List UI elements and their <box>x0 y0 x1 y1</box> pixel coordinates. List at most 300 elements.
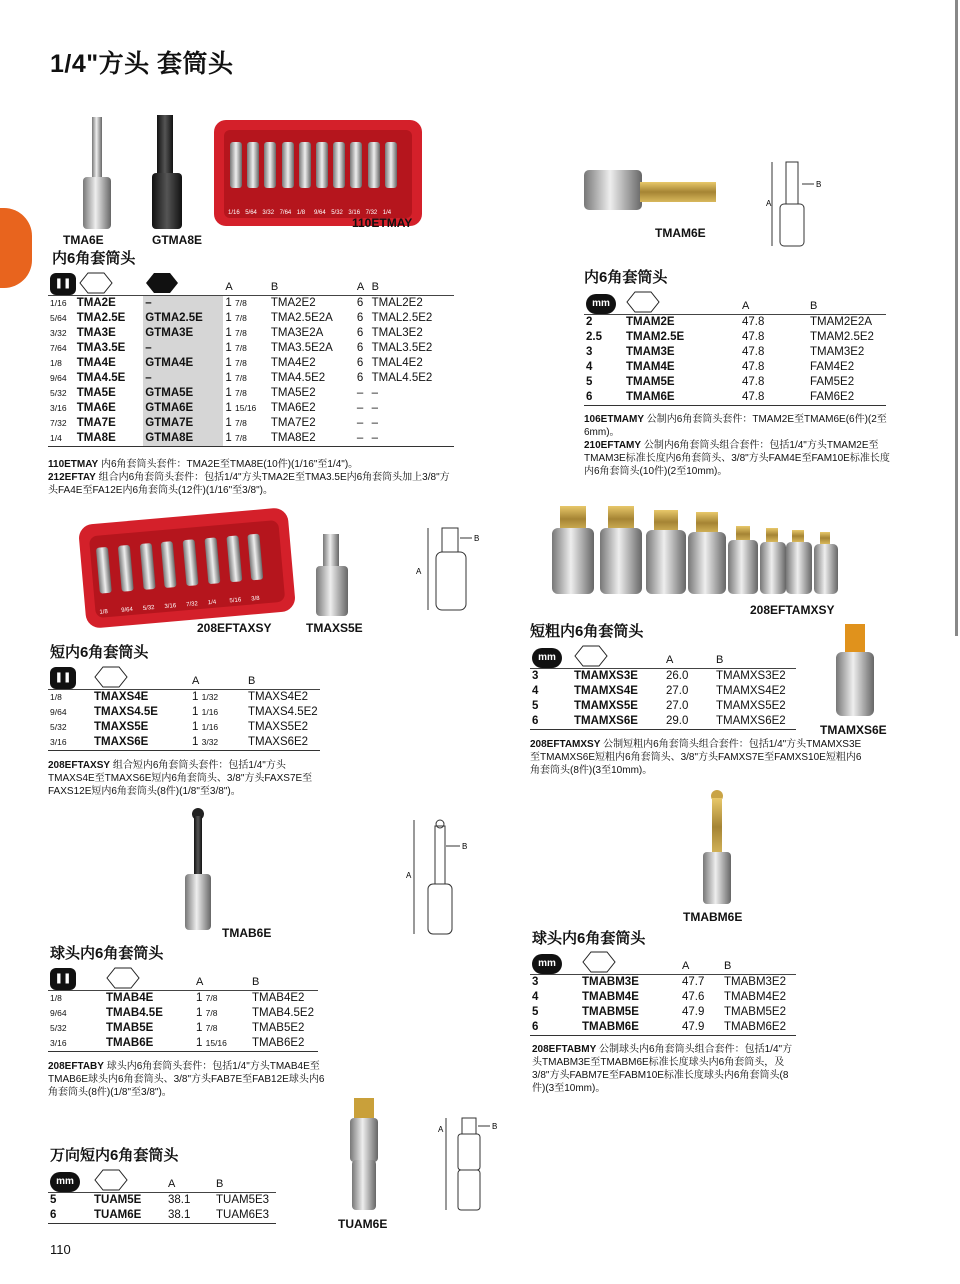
size-cell: 3/32 <box>50 328 67 338</box>
dimension-diagram-2 <box>410 524 490 616</box>
code-cell: TMAM2.5E <box>626 331 685 343</box>
b-cell: TMAM2.5E2 <box>810 331 874 343</box>
a-fraction: 7/8 <box>205 1008 218 1018</box>
gtma-cell: GTMA3E <box>143 326 223 341</box>
b-cell: TMABM5E2 <box>724 1006 786 1018</box>
b1-cell: TMA3E2A <box>270 327 324 339</box>
tmam6e-caption: TMAM6E <box>655 226 706 240</box>
a1-cell: 1 7/8 <box>225 372 247 384</box>
note-code: 208EFTABY <box>48 1061 104 1072</box>
code-cell: TMA4E <box>76 357 116 369</box>
hex-outline-icon <box>94 1168 128 1192</box>
tray-socket <box>385 142 397 188</box>
ball-mm-note <box>532 1043 800 1095</box>
stubby-mm-title: 短粗内6角套筒头 <box>530 623 644 640</box>
ball-mm-table <box>530 948 796 1036</box>
b1-cell: TMA6E2 <box>270 402 316 414</box>
code-cell: TMAB4E <box>106 992 154 1004</box>
b-cell: TMABM6E2 <box>722 1020 796 1036</box>
size-cell: 7/32 <box>50 418 67 428</box>
b1-cell: TMA8E2 <box>269 431 355 447</box>
b-cell: TMAM2E2A <box>810 316 872 328</box>
size-cell: 5 <box>532 700 539 712</box>
tuam6e-caption: TUAM6E <box>338 1217 388 1231</box>
table-row <box>48 311 454 326</box>
tray-size-label: 3/16 <box>348 210 361 216</box>
table-row <box>530 990 796 1005</box>
b2-cell: TMAL3.5E2 <box>371 342 433 354</box>
col-a1: A <box>223 269 268 296</box>
gtma8e-photo <box>150 113 188 231</box>
dim-b-label: B <box>462 842 468 851</box>
code-cell: TMABM3E <box>582 976 639 988</box>
tray-size-label: 1/8 <box>99 609 109 616</box>
code-cell: TMA4.5E <box>76 372 126 384</box>
col-b: B <box>246 663 320 690</box>
a-whole: 1 <box>196 1007 203 1019</box>
tray-size-label: 5/32 <box>331 210 343 216</box>
table-row <box>48 720 320 735</box>
size-cell: 3 <box>532 976 539 988</box>
size-cell: 9/64 <box>50 707 67 717</box>
note-text: 公制球头内6角套筒头组合套件：包括1/4"方头TMABM3E至TMABM6E标准长度球头内6角套筒头，及3/8"方头FABM7E至FABM10E标准长度球头内6角套筒头(8件)(3至10mm)。 <box>532 1044 793 1094</box>
inch-drive-icon: ❚❚ <box>50 273 76 295</box>
col-b: B <box>250 964 318 991</box>
note-text: 组合内6角套筒头套件：包括1/4"方头TMA2E至TMA3.5E内6角套筒头加上3/8"方头FA4E至FA12E内6角套筒头(12件)(1/16"至3/8")。 <box>48 472 450 496</box>
gtma-cell: – <box>143 341 223 356</box>
a1-cell: 1 7/8 <box>225 312 247 324</box>
hex-mm-table <box>584 288 886 406</box>
tuam6e-photo <box>344 1096 384 1214</box>
a-cell: 47.6 <box>682 991 705 1003</box>
gtma-cell: GTMA6E <box>143 401 223 416</box>
set-208eftaxsy-caption: 208EFTAXSY <box>197 621 272 635</box>
size-cell: 5/64 <box>50 313 67 323</box>
col-a: A <box>680 948 722 975</box>
size-cell: 3 <box>586 346 593 358</box>
size-cell: 4 <box>532 991 539 1003</box>
b-cell: TMAB5E2 <box>252 1022 305 1034</box>
b-cell: TMAM3E2 <box>810 346 865 358</box>
size-cell: 6 <box>48 1208 92 1224</box>
col-b1: B <box>269 269 355 296</box>
table-row <box>48 386 454 401</box>
code-cell: TMAM3E <box>626 346 675 358</box>
a2-cell: 6 <box>356 297 364 309</box>
table-row <box>48 1208 276 1224</box>
b-cell: TMAMXS6E2 <box>714 714 796 730</box>
tmam6e-photo <box>584 168 720 216</box>
code-cell: TMAMXS4E <box>574 685 638 697</box>
tray-size-label: 3/8 <box>250 595 260 603</box>
a-whole: 1 <box>196 1022 203 1034</box>
a1-cell: 1 7/8 <box>225 327 247 339</box>
table-row <box>584 330 886 345</box>
table-row <box>48 991 318 1007</box>
note-code: 110ETMAY <box>48 459 99 470</box>
a-whole: 1 <box>196 992 203 1004</box>
table-row <box>48 735 320 751</box>
note-text: 公制短粗内6角套筒头组合套件：包括1/4"方头TMAMXS3E至TMAMXS6E短粗内6角套筒头、3/8"方头FAMXS7E至FAMXS10E短粗内6角套筒头(8件)(3至10mm)。 <box>530 739 862 776</box>
a1-cell: 1 7/8 <box>225 342 247 354</box>
tray-socket <box>316 142 328 188</box>
tray-socket <box>282 142 294 188</box>
col-a: A <box>740 288 808 315</box>
gtma-cell: GTMA4E <box>143 356 223 371</box>
a-whole: 1 <box>192 691 199 703</box>
chapter-tab <box>0 208 32 288</box>
hex-outline-icon <box>574 644 608 668</box>
universal-mm-table <box>48 1166 276 1224</box>
table-row <box>584 345 886 360</box>
size-cell: 6 <box>530 1020 580 1036</box>
tray-size-label: 1/16 <box>228 210 240 216</box>
a-fraction: 15/16 <box>205 1038 227 1048</box>
code-cell: TMA3.5E <box>76 342 126 354</box>
table-row <box>530 669 796 685</box>
b-cell: FAM4E2 <box>810 361 855 373</box>
table-row <box>530 1020 796 1036</box>
tray-208eftaxsy-photo <box>78 507 296 629</box>
a-cell: 27.0 <box>666 700 689 712</box>
code-cell: TMAM4E <box>626 361 675 373</box>
table-row <box>584 390 886 406</box>
code-cell: TMA7E <box>76 417 116 429</box>
a-cell: 47.9 <box>680 1020 722 1036</box>
note-code: 208EFTAXSY <box>48 760 111 771</box>
short-in-title: 短内6角套筒头 <box>50 644 149 661</box>
size-cell: 5/32 <box>50 388 67 398</box>
tray-socket <box>368 142 380 188</box>
tray-size-label: 7/32 <box>185 601 199 609</box>
b-cell: TUAM6E3 <box>214 1208 276 1224</box>
b1-cell: TMA2.5E2A <box>270 312 333 324</box>
page-number: 110 <box>50 1242 71 1257</box>
short-in-table <box>48 663 320 751</box>
code-cell: TMAM6E <box>624 390 740 406</box>
a2-cell: 6 <box>356 372 364 384</box>
a2-cell: – <box>356 417 364 429</box>
size-cell: 3/16 <box>48 735 92 751</box>
ball-mm-title: 球头内6角套筒头 <box>532 930 646 947</box>
code-cell: TMA2.5E <box>76 312 126 324</box>
a-cell <box>194 991 250 1007</box>
table-row <box>530 975 796 991</box>
hex-outline-icon <box>79 271 113 295</box>
code-cell: TUAM6E <box>92 1208 166 1224</box>
tray-socket <box>264 142 276 188</box>
note-text: 公制内6角套筒头套件：TMAM2E至TMAM6E(6件)(2至6mm)。 <box>584 414 887 438</box>
tmamxs6e-caption: TMAMXS6E <box>820 723 887 737</box>
size-cell: 2.5 <box>586 331 602 343</box>
a-whole: 1 <box>192 721 199 733</box>
tray-socket <box>248 534 264 581</box>
a-cell: 47.9 <box>682 1006 705 1018</box>
a1-cell: 1 7/8 <box>225 297 247 309</box>
note-code: 208EFTABMY <box>532 1044 597 1055</box>
tray-socket <box>204 537 220 584</box>
a1-cell: 1 7/8 <box>225 387 247 399</box>
b-cell: FAM6E2 <box>808 390 886 406</box>
table-row <box>584 375 886 390</box>
b-cell: TMAXS4E2 <box>248 691 309 703</box>
tray-socket <box>247 142 259 188</box>
size-cell: 1/8 <box>50 692 62 702</box>
tray-110etmay-photo <box>214 120 422 226</box>
a-fraction: 1/16 <box>201 722 219 732</box>
size-cell: 4 <box>586 361 593 373</box>
a-whole: 1 <box>196 1037 203 1049</box>
a-cell <box>190 705 246 720</box>
col-a: A <box>190 663 246 690</box>
size-cell: 3/16 <box>48 1036 104 1052</box>
tray-socket <box>350 142 362 188</box>
b-cell: TMABM3E2 <box>724 976 786 988</box>
code-cell: TMAMXS3E <box>574 670 638 682</box>
col-b: B <box>214 1166 276 1193</box>
tray-size-label: 7/64 <box>279 210 292 216</box>
b-cell: TUAM5E3 <box>216 1194 270 1206</box>
col-a: A <box>664 642 714 669</box>
tray-size-label: 9/64 <box>120 606 134 614</box>
tray-size-label: 1/8 <box>296 210 306 216</box>
note-text: 内6角套筒头套件：TMA2E至TMA8E(10件)(1/16"至1/4")。 <box>98 459 359 470</box>
b1-cell: TMA7E2 <box>270 417 316 429</box>
size-cell: 4 <box>532 685 539 697</box>
size-cell: 1/16 <box>50 298 67 308</box>
code-cell: TMAXS4E <box>94 691 149 703</box>
set-208eftamxsy-caption: 208EFTAMXSY <box>750 603 835 617</box>
a2-cell: – <box>356 387 364 399</box>
hex-solid-icon <box>145 271 179 295</box>
size-cell: 1/8 <box>50 358 62 368</box>
b2-cell: – <box>370 431 454 447</box>
tray-socket <box>333 142 345 188</box>
table-row <box>48 356 454 371</box>
table-row <box>48 1193 276 1209</box>
page-title: 1/4"方头 套筒头 <box>50 50 234 78</box>
gtma-cell: – <box>143 371 223 386</box>
code-cell: TMA2E <box>76 297 116 309</box>
b1-cell: TMA4.5E2 <box>270 372 326 384</box>
a2-cell: – <box>355 431 370 447</box>
b2-cell: TMAL2E2 <box>371 297 423 309</box>
table-row <box>48 431 454 447</box>
a-fraction: 7/8 <box>205 1023 218 1033</box>
b2-cell: – <box>371 402 379 414</box>
note-text: 组合短内6角套筒头套件：包括1/4"方头TMAXS4E至TMAXS6E短内6角套筒头、3/8"方头FAXS7E至FAXS12E短内6角套筒头(8件)(1/8"至3/8")。 <box>48 760 313 797</box>
size-cell: 6 <box>584 390 624 406</box>
a-cell <box>194 1006 250 1021</box>
code-cell: TMABM5E <box>582 1006 639 1018</box>
a-fraction: 1/32 <box>201 692 219 702</box>
hex-in-note <box>48 458 458 497</box>
hex-in-title: 内6角套筒头 <box>52 250 136 267</box>
tmabm6e-caption: TMABM6E <box>683 910 743 924</box>
tmab6e-photo <box>182 806 214 934</box>
table-row <box>530 699 796 714</box>
size-cell: 7/64 <box>50 343 67 353</box>
code-cell: TMA6E <box>76 402 116 414</box>
tray-size-label: 7/32 <box>365 210 378 216</box>
a-cell: 29.0 <box>664 714 714 730</box>
hex-in-table <box>48 269 454 447</box>
gtma-cell: GTMA8E <box>143 431 223 447</box>
table-row <box>530 714 796 730</box>
gtma-cell: GTMA2.5E <box>143 311 223 326</box>
table-row <box>48 1036 318 1052</box>
table-row <box>48 341 454 356</box>
ball-in-table <box>48 964 318 1052</box>
code-cell: TMAXS5E <box>94 721 149 733</box>
col-b: B <box>714 642 796 669</box>
b-cell: TMAMXS3E2 <box>716 670 786 682</box>
a-cell: 27.0 <box>666 685 689 697</box>
b1-cell: TMA4E2 <box>270 357 316 369</box>
tmaxs5e-caption: TMAXS5E <box>306 621 363 635</box>
size-cell: 9/64 <box>50 1008 67 1018</box>
mm-drive-icon: mm <box>532 648 562 668</box>
code-cell: TMAMXS6E <box>572 714 664 730</box>
a-cell: 47.8 <box>742 346 765 358</box>
size-cell: 9/64 <box>50 373 67 383</box>
a-cell <box>194 1036 250 1052</box>
size-cell: 5/32 <box>50 1023 67 1033</box>
tray-size-label: 9/64 <box>314 210 326 216</box>
a-cell: 26.0 <box>666 670 689 682</box>
tray-socket <box>299 142 311 188</box>
b-cell: TMAB4.5E2 <box>252 1007 314 1019</box>
a-cell: 47.7 <box>682 976 705 988</box>
a-fraction: 3/32 <box>201 737 219 747</box>
col-b: B <box>722 948 796 975</box>
code-cell: TUAM5E <box>94 1194 142 1206</box>
dim-a-label: A <box>416 567 422 576</box>
hex-outline-icon <box>106 966 140 990</box>
hex-mm-note <box>584 413 890 478</box>
b-cell: TMAMXS5E2 <box>716 700 786 712</box>
table-row <box>48 1021 318 1036</box>
universal-mm-title: 万向短内6角套筒头 <box>50 1147 179 1164</box>
b-cell: TMABM4E2 <box>724 991 786 1003</box>
a-cell: 47.8 <box>742 376 765 388</box>
col-a2: A <box>355 269 370 296</box>
b-cell: TMAMXS4E2 <box>716 685 786 697</box>
b2-cell: TMAL2.5E2 <box>371 312 433 324</box>
a-cell: 47.8 <box>742 331 765 343</box>
tray-size-label: 1/4 <box>382 210 392 216</box>
a-cell <box>190 735 246 751</box>
tmab6e-caption: TMAB6E <box>222 926 272 940</box>
a-cell <box>194 1021 250 1036</box>
short-in-note <box>48 759 326 798</box>
note-code: 212EFTAY <box>48 472 96 483</box>
b-cell: TMAXS5E2 <box>248 721 309 733</box>
col-b: B <box>808 288 886 315</box>
a-cell <box>190 690 246 706</box>
b2-cell: TMAL4.5E2 <box>371 372 433 384</box>
size-cell: 2 <box>586 316 593 328</box>
table-row <box>530 1005 796 1020</box>
b1-cell: TMA5E2 <box>270 387 316 399</box>
note-text: 球头内6角套筒头套件：包括1/4"方头TMAB4E至TMAB6E球头内6角套筒头、3/8"方头FAB7E至FAB12E球头内6角套筒头(8件)(1/8"至3/8")。 <box>48 1061 325 1098</box>
a-whole: 1 <box>192 706 199 718</box>
tray-size-label: 5/64 <box>245 210 257 216</box>
note-code: 208EFTAMXSY <box>530 739 601 750</box>
gtma-cell: GTMA7E <box>143 416 223 431</box>
stubby-mm-note <box>530 738 870 777</box>
size-cell: 5 <box>532 1006 539 1018</box>
size-cell: 6 <box>530 714 572 730</box>
size-cell: 5 <box>50 1194 57 1206</box>
mm-drive-icon: mm <box>50 1172 80 1192</box>
b2-cell: – <box>371 417 379 429</box>
tray-socket <box>183 539 199 586</box>
code-cell: TMABM6E <box>580 1020 680 1036</box>
code-cell: TMAXS4.5E <box>94 706 158 718</box>
dimension-diagram-4 <box>434 1114 504 1218</box>
note-code: 106ETMAMY <box>584 414 645 425</box>
a-cell: 38.1 <box>166 1208 214 1224</box>
b2-cell: TMAL3E2 <box>371 327 423 339</box>
code-cell: TMAXS6E <box>92 735 190 751</box>
page-edge-line <box>955 0 958 636</box>
b-cell: TMAB6E2 <box>250 1036 318 1052</box>
size-cell: 3/16 <box>50 403 67 413</box>
code-cell: TMAMXS5E <box>574 700 638 712</box>
table-row <box>48 401 454 416</box>
a1-cell: 1 7/8 <box>225 417 247 429</box>
a-cell: 47.8 <box>742 316 765 328</box>
dim-b-label: B <box>474 534 480 543</box>
dim-b-label: B <box>816 180 822 189</box>
hex-outline-icon <box>94 665 128 689</box>
tray-socket <box>118 545 134 592</box>
a2-cell: – <box>356 402 364 414</box>
tray-socket <box>230 142 242 188</box>
b1-cell: TMA2E2 <box>270 297 316 309</box>
tmamxs6e-photo <box>832 620 878 720</box>
b-cell: TMAXS6E2 <box>246 735 320 751</box>
gtma-cell: – <box>143 296 223 312</box>
dim-b-label: B <box>492 1122 498 1131</box>
tray-size-label: 3/16 <box>164 603 177 611</box>
table-row <box>584 360 886 375</box>
ball-in-note <box>48 1060 328 1099</box>
a1-cell: 1 7/8 <box>225 357 247 369</box>
a-cell: 47.8 <box>742 361 765 373</box>
note-code: 210EFTAMY <box>584 440 642 451</box>
mm-drive-icon: mm <box>532 954 562 974</box>
code-cell: TMAB5E <box>106 1022 154 1034</box>
col-a: A <box>194 964 250 991</box>
a2-cell: 6 <box>356 327 364 339</box>
table-row <box>48 705 320 720</box>
tray-socket <box>226 535 242 582</box>
tray-socket <box>161 541 177 588</box>
inch-drive-icon: ❚❚ <box>50 667 76 689</box>
a2-cell: 6 <box>356 342 364 354</box>
table-row <box>48 690 320 706</box>
code-cell: TMAM2E <box>626 316 675 328</box>
a-cell <box>190 720 246 735</box>
dim-a-label: A <box>406 871 412 880</box>
b-cell: FAM5E2 <box>810 376 855 388</box>
table-row <box>530 684 796 699</box>
a-cell: 38.1 <box>168 1194 191 1206</box>
code-cell: TMAB6E <box>104 1036 194 1052</box>
dim-a-label: A <box>766 199 772 208</box>
